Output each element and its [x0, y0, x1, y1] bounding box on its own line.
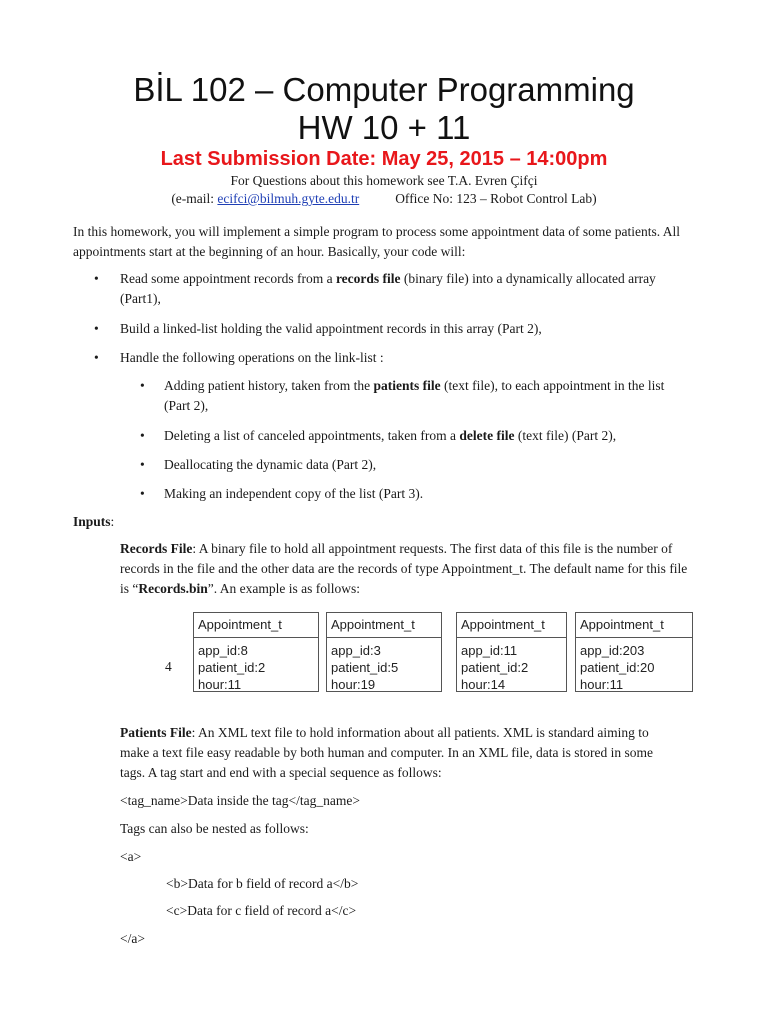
record-type: Appointment_t: [194, 613, 318, 638]
records-file-label: Records File: [120, 541, 193, 556]
record-type: Appointment_t: [576, 613, 692, 638]
records-file-paragraph: Records File: A binary file to hold all appointment requests. The first data of this file is the number of records in the file and the other data are the records of type Appointment_t. The default name for this file is “Records.bin”. An example is as follows:: [120, 541, 688, 596]
record-patient-id: patient_id:2: [198, 660, 266, 675]
bullet-mark: •: [140, 378, 145, 393]
record-app-id: app_id:3: [331, 643, 381, 658]
records-file-term: records file: [335, 271, 401, 286]
bullet-mark: •: [94, 350, 99, 365]
record-hour: hour:11: [580, 677, 624, 692]
tag-example: <tag_name>Data inside the tag</tag_name>: [120, 793, 361, 808]
record-type: Appointment_t: [457, 613, 566, 638]
record-box: [193, 612, 319, 692]
homework-title: HW 10 + 11: [297, 109, 471, 146]
intro-paragraph: In this homework, you will implement a simple program to process some appointment data of some patients. All appointments start at the beginning of an hour. Basically, your code will:: [73, 224, 681, 259]
record-app-id: app_id:203: [580, 643, 645, 658]
contact-line: [0, 190, 768, 207]
bullet-mark: •: [140, 457, 145, 472]
email-link[interactable]: ecifci@bilmuh.gyte.edu.tr: [217, 191, 360, 206]
record-box: [575, 612, 693, 692]
record-box: [326, 612, 442, 692]
record-app-id: app_id:8: [198, 643, 248, 658]
record-hour: hour:11: [198, 677, 242, 692]
record-patient-id: patient_id:2: [461, 660, 529, 675]
nested-intro: Tags can also be nested as follows:: [120, 821, 309, 836]
inputs-heading: Inputs:: [73, 514, 115, 529]
office-info: Office No: 123 – Robot Control Lab): [395, 191, 597, 206]
patients-file-label: Patients File: [120, 725, 192, 740]
record-patient-id: patient_id:20: [580, 660, 655, 675]
delete-file-term: delete file: [459, 428, 515, 443]
email-prefix: (e-mail:: [171, 191, 218, 206]
document-page: BİL 102 – Computer Programming HW 10 + 11 Last Submission Date: May 25, 2015 – 14:00pm For Questions about this homework see T.A. Evren Çifçi (e-mail: ecifci@bilmuh.gyte.edu.tr Office No: 123 – Robot Control Lab) In this homework, you will implement a simple program to process some appointment data of some patients. All appointments start at the beginning of an hour. Basically, your code will: • Read some appointment records from a records file (binary file) into a dynamically allocated array (Part1), • Build a linked-list holding the valid appointment records in this array (Part 2), • Handle the following operations on the link-list : • Adding patient history, taken from the patients file (text file), to each appointment in the list (Part 2), • Deleting a list of canceled appointments, taken from a delete file (text file) (Part 2), • Deallocating the dynamic data (Part 2), • Making an independent copy of the list (Part 3). Inputs: Records File: A binary file to hold all appointment requests. The first data of this file is the number of records in the file and the other data are the records of type Appointment_t. The default name for this file is “Records.bin”. An example is as follows: 4 Appointment_t app_id:8 patient_id:2 hour:11 Appointment_t app_id:3 patient_id:5 hour:19 Appointment_t app_id:11 patient_id:2 hour:14 Appointment_t app_id:203 patient_id:20 hour:11 Patients File: An XML text file to hold information about all patients. XML is standard aiming to make a text file easy readable by both human and computer. In an XML file, data is stored in some tags. A tag start and end with a special sequence as follows: <tag_name>Data inside the tag</tag_name> Tags can also be nested as follows: <a> <b>Data for b field of record a</b> <c>Data for c field of record a</c> </a>: [0, 0, 768, 1024]
bullet-mark: •: [94, 271, 99, 286]
bullet-mark: •: [140, 428, 145, 443]
patients-file-term: patients file: [373, 378, 441, 393]
record-box: [456, 612, 567, 692]
course-title: BİL 102 – Computer Programming: [133, 71, 635, 108]
xml-b-line: <b>Data for b field of record a</b>: [166, 876, 359, 891]
records-file-name: Records.bin: [138, 581, 208, 596]
record-type: Appointment_t: [327, 613, 441, 638]
bullet-mark: •: [140, 486, 145, 501]
record-hour: hour:14: [461, 677, 506, 692]
record-patient-id: patient_id:5: [331, 660, 399, 675]
xml-c-line: <c>Data for c field of record a</c>: [166, 903, 357, 918]
questions-line: For Questions about this homework see T.A. Evren Çifçi: [230, 173, 538, 188]
submission-deadline: Last Submission Date: May 25, 2015 – 14:00pm: [160, 148, 608, 170]
xml-close-a: </a>: [120, 931, 145, 946]
patients-file-paragraph: Patients File: An XML text file to hold information about all patients. XML is standard aiming to make a text file easy readable by both human and computer. In an XML file, data is stored in some tags. A tag start and end with a special sequence as follows:: [120, 725, 653, 780]
record-hour: hour:19: [331, 677, 376, 692]
record-app-id: app_id:11: [461, 643, 518, 658]
bullet-mark: •: [94, 321, 99, 336]
xml-open-a: <a>: [120, 849, 142, 864]
record-count: 4: [165, 659, 172, 674]
